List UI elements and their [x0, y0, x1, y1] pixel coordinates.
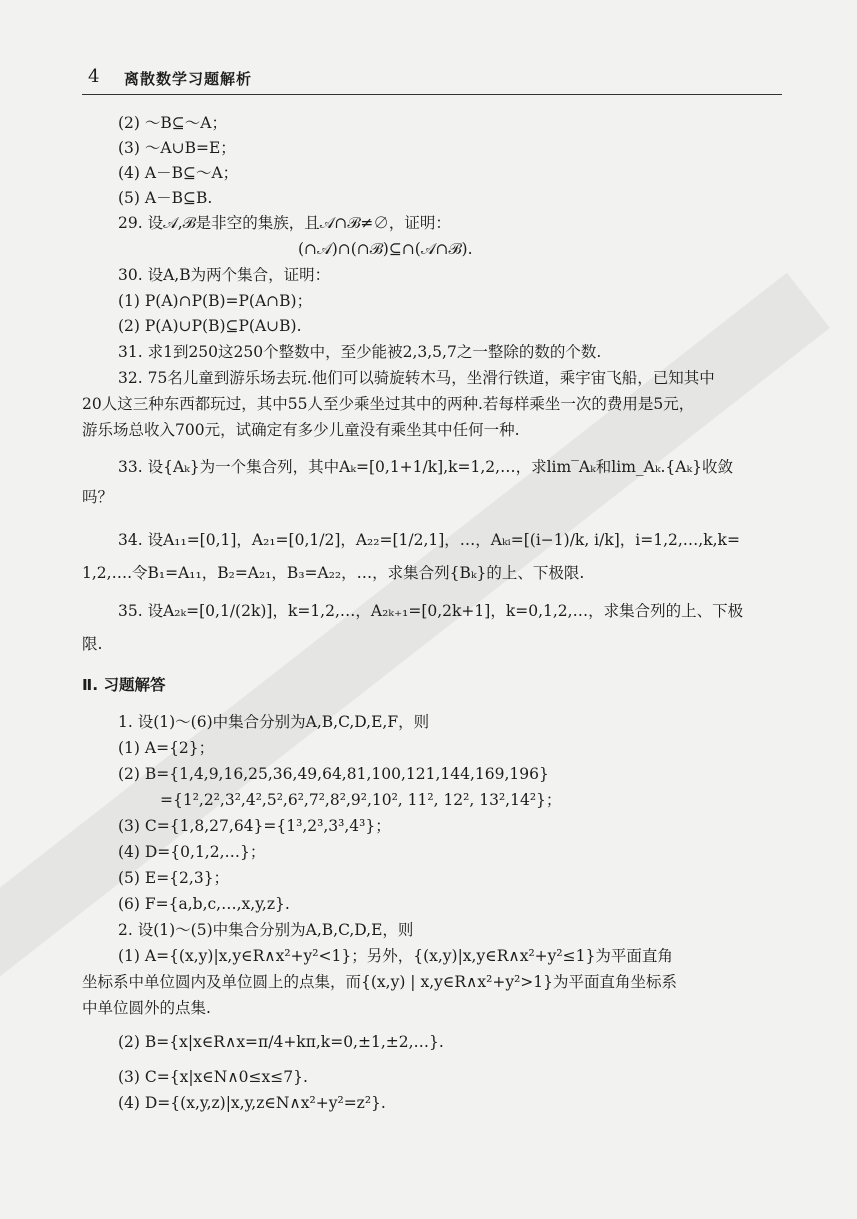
exercise-30-item-2: (2) P(A)∪P(B)⊆P(A∪B). [118, 317, 302, 335]
exercise-35-line-2: 限. [82, 635, 103, 653]
solution-2-item-1-line-3: 中单位圆外的点集. [82, 999, 211, 1017]
exercise-32-line-3: 游乐场总收入700元，试确定有多少儿童没有乘坐其中任何一种. [82, 421, 520, 439]
exercise-32-line-1: 32. 75名儿童到游乐场去玩.他们可以骑旋转木马，坐滑行铁道，乘宇宙飞船，已知其中 [118, 369, 715, 387]
section-heading: Ⅱ. 习题解答 [82, 676, 166, 694]
book-title: 离散数学习题解析 [124, 70, 253, 88]
exercise-35-line-1: 35. 设A₂ₖ=[0,1/(2k)]，k=1,2,…，A₂ₖ₊₁=[0,2k+1]，k=0,1,2,…，求集合列的上、下极 [118, 602, 744, 620]
exercise-34-line-2: 1,2,….令B₁=A₁₁，B₂=A₂₁，B₃=A₂₂，…，求集合列{Bₖ}的上、下极限. [82, 564, 585, 582]
exercise-28-item-5: (5) A－B⊆B. [118, 189, 213, 207]
page-header [82, 60, 782, 96]
solution-1: 1. 设(1)～(6)中集合分别为A,B,C,D,E,F，则 [118, 713, 430, 731]
exercise-33-line-1: 33. 设{Aₖ}为一个集合列，其中Aₖ=[0,1+1/k],k=1,2,…，求lim‾Aₖ和lim_Aₖ.{Aₖ}收敛 [118, 458, 733, 476]
exercise-29: 29. 设𝒜,ℬ是非空的集族，且𝒜∩ℬ≠∅，证明： [118, 214, 451, 232]
solution-1-item-5: (5) E={2,3}； [118, 869, 230, 887]
exercise-34-line-1: 34. 设A₁₁=[0,1]，A₂₁=[0,1/2]，A₂₂=[1/2,1]，…，Aₖᵢ=[(i−1)/k, i/k]，i=1,2,…,k,k= [118, 531, 740, 549]
solution-2-item-1-line-2: 坐标系中单位圆内及单位圆上的点集，而{(x,y) | x,y∈R∧x²+y²>1}为平面直角坐标系 [82, 973, 677, 991]
exercise-28-item-2: (2) ～B⊆～A； [118, 114, 227, 132]
solution-1-item-4: (4) D={0,1,2,…}； [118, 843, 266, 861]
exercise-28-item-3: (3) ～A∪B=E； [118, 139, 236, 157]
exercise-30: 30. 设A,B为两个集合，证明： [118, 266, 331, 284]
solution-2-item-3: (3) C={x|x∈N∧0≤x≤7}. [118, 1068, 308, 1086]
exercise-29-formula: (∩𝒜)∩(∩ℬ)⊆∩(𝒜∩ℬ). [298, 240, 473, 258]
solution-2: 2. 设(1)～(5)中集合分别为A,B,C,D,E，则 [118, 921, 414, 939]
exercise-30-item-1: (1) P(A)∩P(B)=P(A∩B)； [118, 292, 313, 310]
solution-2-item-2: (2) B={x|x∈R∧x=π/4+kπ,k=0,±1,±2,…}. [118, 1033, 444, 1051]
exercise-31: 31. 求1到250这250个整数中，至少能被2,3,5,7之一整除的数的个数. [118, 343, 602, 361]
solution-1-item-3: (3) C={1,8,27,64}={1³,2³,3³,4³}； [118, 817, 391, 835]
solution-2-item-4: (4) D={(x,y,z)|x,y,z∈N∧x²+y²=z²}. [118, 1094, 386, 1112]
solution-1-item-2: (2) B={1,4,9,16,25,36,49,64,81,100,121,144,169,196} [118, 765, 549, 783]
page-number: 4 [88, 66, 100, 87]
solution-1-item-6: (6) F={a,b,c,…,x,y,z}. [118, 895, 290, 913]
solution-1-item-1: (1) A={2}； [118, 739, 215, 757]
exercise-33-line-2: 吗？ [82, 488, 114, 506]
header-rule [82, 94, 782, 95]
solution-2-item-1-line-1: (1) A={(x,y)|x,y∈R∧x²+y²<1}；另外，{(x,y)|x,y∈R∧x²+y²≤1}为平面直角 [118, 947, 673, 965]
solution-1-item-2-cont: ={1²,2²,3²,4²,5²,6²,7²,8²,9²,10², 11², 12², 13²,14²}； [160, 791, 562, 809]
exercise-28-item-4: (4) A－B⊆～A； [118, 164, 239, 182]
exercise-32-line-2: 20人这三种东西都玩过，其中55人至少乘坐过其中的两种.若每样乘坐一次的费用是5元， [82, 395, 695, 413]
